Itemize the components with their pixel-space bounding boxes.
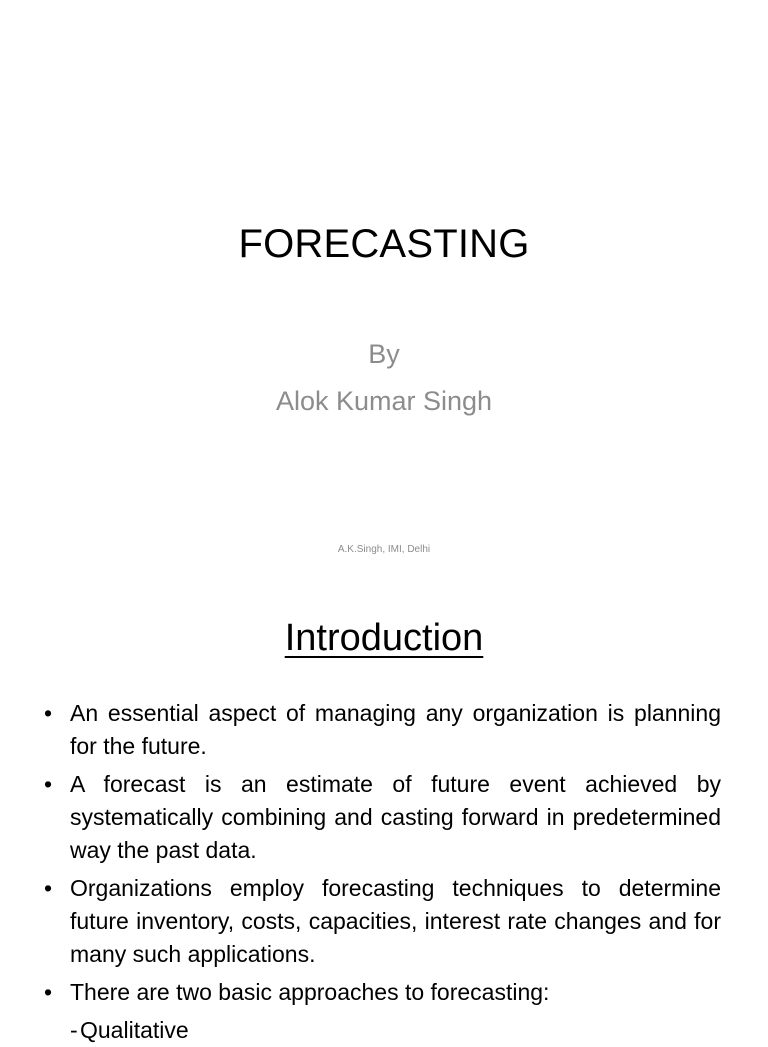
introduction-heading: Introduction — [284, 617, 484, 659]
bullet-item — [44, 872, 721, 971]
by-line: By — [368, 339, 400, 369]
sub-bullet-item — [44, 1014, 721, 1047]
bullet-text: An essential aspect of managing any organization is planning for the future. — [70, 700, 721, 759]
bullet-text: Organizations employ forecasting techniques to determine future inventory, costs, capacities, interest rate changes and for many such applications. — [70, 875, 721, 967]
bullet-icon: • — [44, 979, 53, 1005]
sub-bullet-text: Qualitative — [80, 1017, 189, 1043]
slide-footer: A.K.Singh, IMI, Delhi — [337, 544, 431, 555]
bullet-text: There are two basic approaches to forecasting: — [70, 979, 550, 1005]
slide-title: FORECASTING — [238, 222, 530, 266]
bullet-item — [44, 976, 721, 1009]
bullet-item — [44, 697, 721, 763]
bullet-text: A forecast is an estimate of future event achieved by systematically combining and casting forward in predetermined way the past data. — [70, 771, 721, 863]
bullet-item — [44, 768, 721, 867]
bullet-icon: • — [44, 700, 53, 726]
dash-icon: - — [70, 1017, 78, 1043]
bullet-list — [44, 697, 721, 1047]
author-name: Alok Kumar Singh — [275, 386, 493, 416]
bullet-icon: • — [44, 875, 53, 901]
introduction-slide — [0, 576, 768, 1043]
bullet-icon: • — [44, 771, 53, 797]
